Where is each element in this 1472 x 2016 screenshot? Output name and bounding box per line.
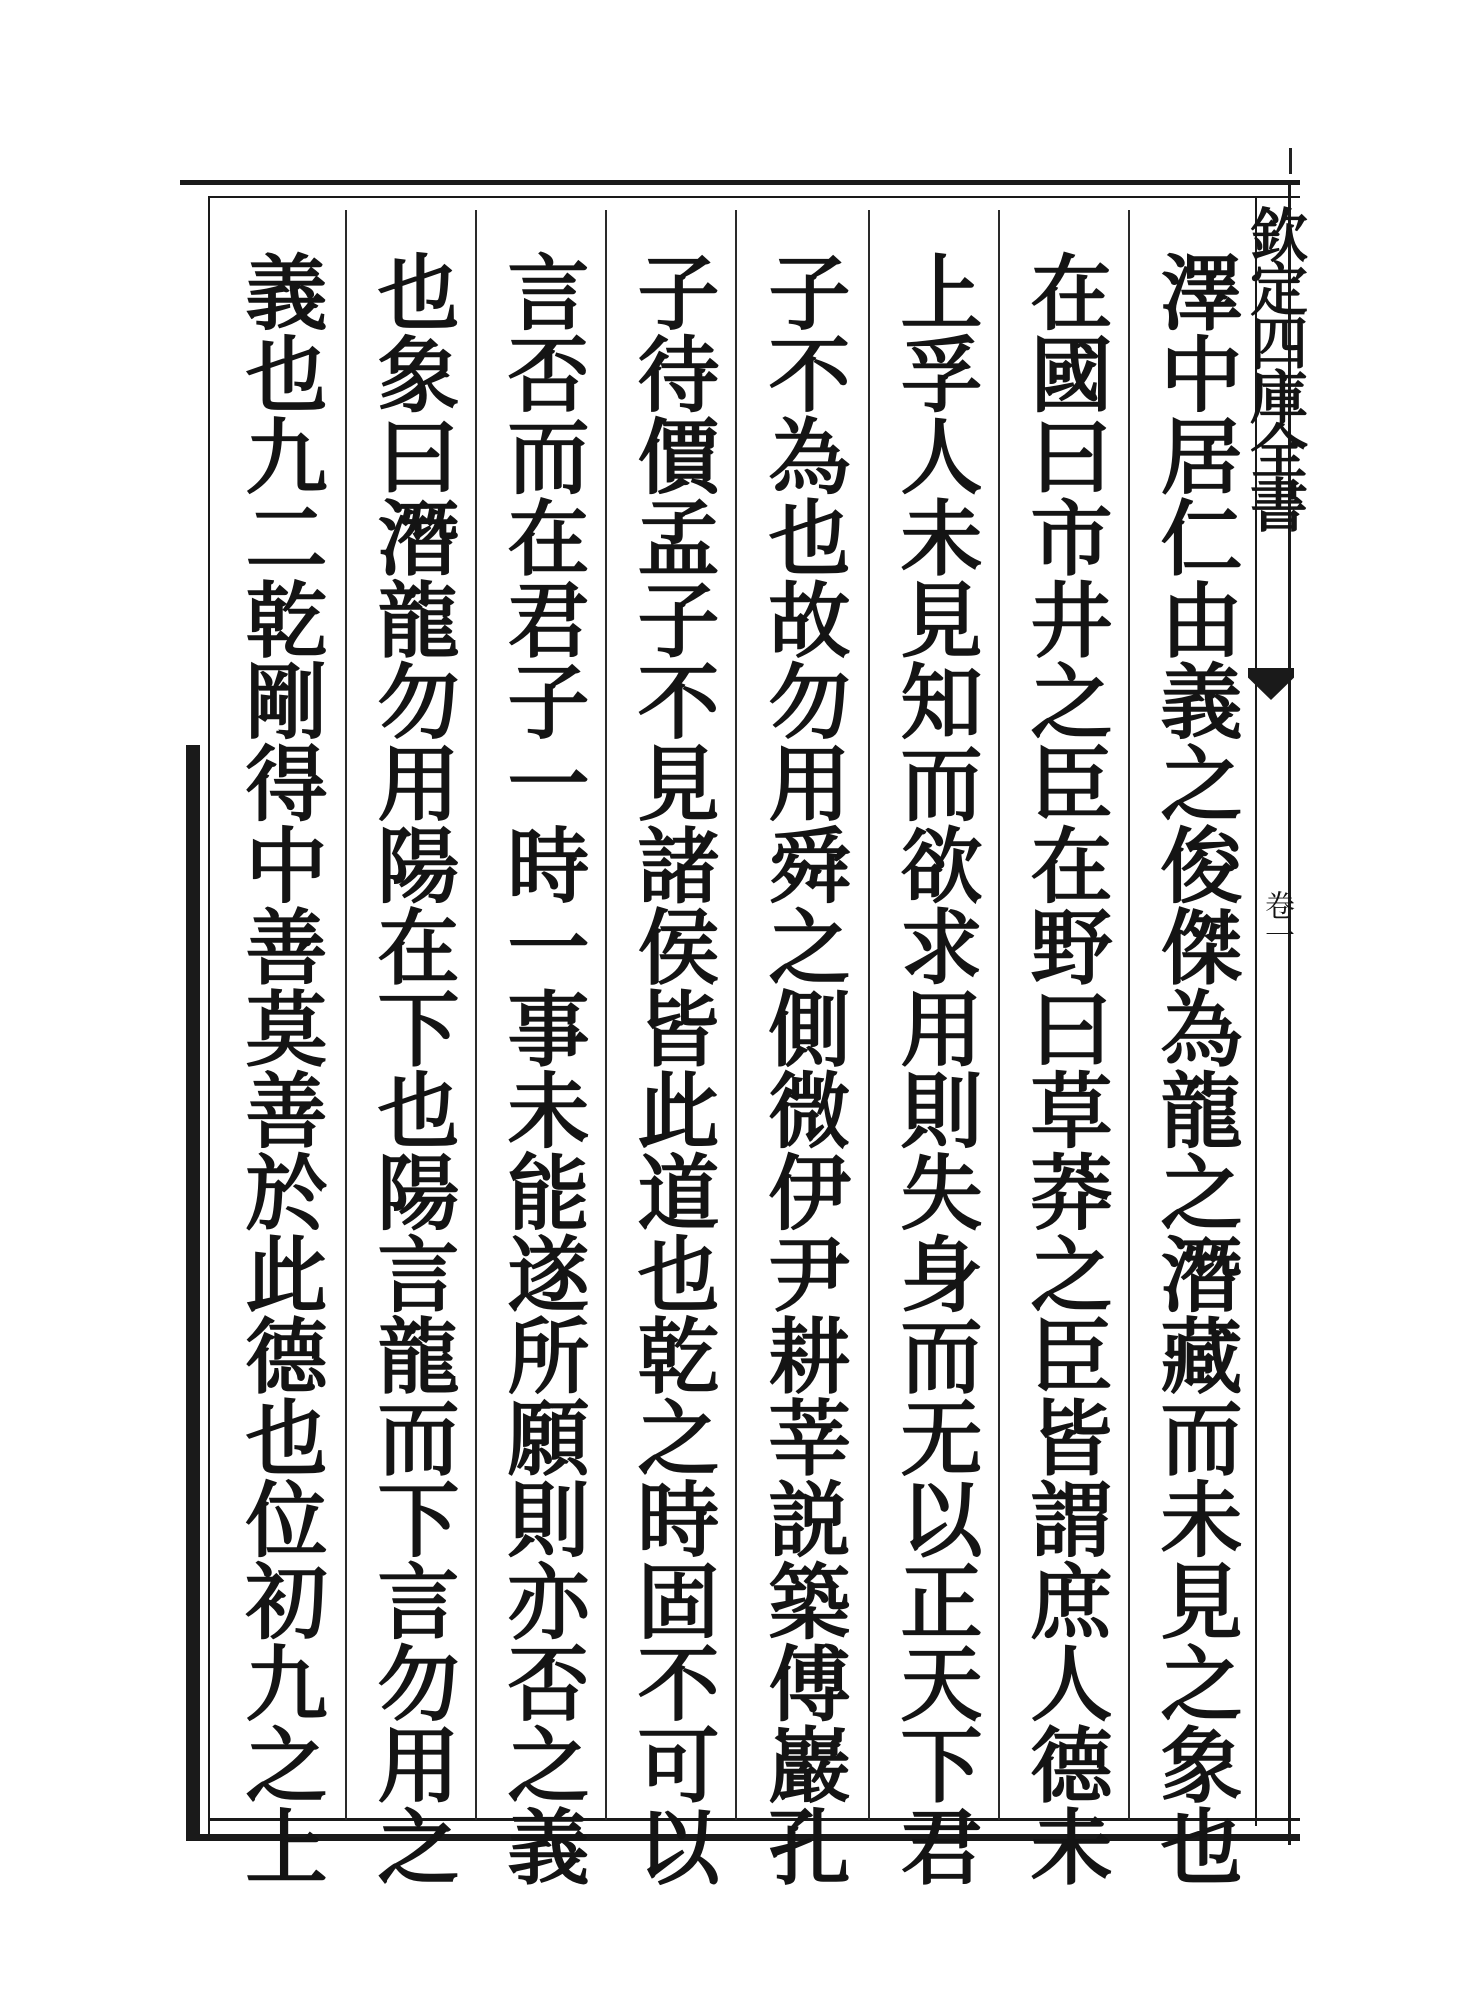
margin-volume-label: 卷一: [1259, 890, 1294, 950]
column-separator: [605, 210, 607, 1820]
column-separator: [868, 210, 870, 1820]
text-column-8: 義也九二乾剛得中善莫善於此德也位初九之上: [232, 250, 328, 1886]
text-column-1: 澤中居仁由義之俊傑為龍之潛藏而未見之象也: [1147, 250, 1243, 1886]
text-column-6: 言否而在君子一時一事未能遂所願則亦否之義: [494, 250, 590, 1886]
column-separator: [1128, 210, 1130, 1820]
text-column-5: 子待價孟子不見諸侯皆此道也乾之時固不可以: [624, 250, 720, 1886]
frame-left-outer-rule: [186, 745, 200, 1840]
text-column-7: 也象曰潛龍勿用陽在下也陽言龍而下言勿用之: [364, 250, 460, 1886]
column-separator: [475, 210, 477, 1820]
frame-bottom-outer-rule: [186, 1834, 1300, 1841]
column-separator: [345, 210, 347, 1820]
column-separator: [998, 210, 1000, 1820]
text-column-3: 上孚人未見知而欲求用則失身而无以正天下君: [887, 250, 983, 1886]
text-column-4: 子不為也故勿用舜之側微伊尹耕莘説築傅巖孔: [755, 250, 851, 1886]
text-column-2: 在國曰市井之臣在野曰草莽之臣皆謂庶人德未: [1017, 250, 1113, 1886]
frame-top-outer-rule: [180, 180, 1300, 185]
frame-left-inner-rule: [208, 196, 210, 1834]
column-separator: [735, 210, 737, 1820]
margin-book-title: 欽定四庫全書: [1240, 205, 1308, 529]
edge-mark: [1289, 148, 1292, 174]
frame-top-inner-rule: [208, 196, 1300, 198]
